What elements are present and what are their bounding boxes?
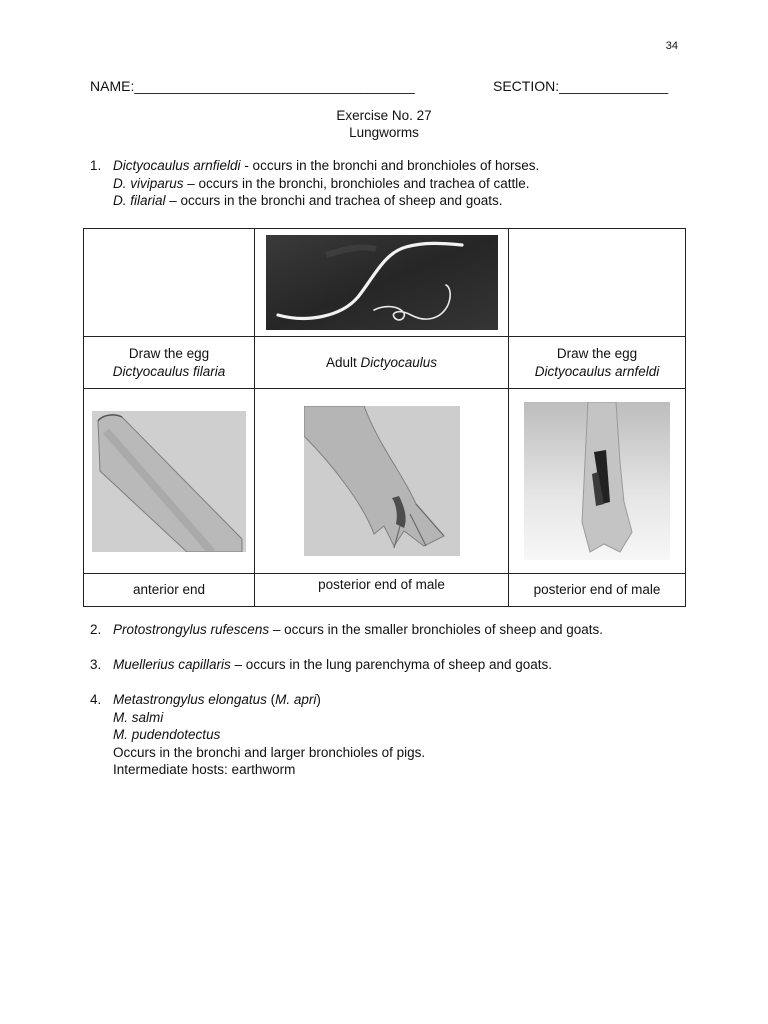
label-egg-arnfeldi [509,337,686,389]
egg-drawing-box-arnfeldi[interactable] [509,229,686,337]
item-2 [90,621,603,639]
exercise-number: Exercise No. 27 [336,108,432,123]
egg-drawing-box-filaria[interactable] [84,229,255,337]
paren-close: ) [316,692,321,707]
posterior-end-male-photo-1 [304,406,460,556]
item-4 [90,691,425,779]
anterior-end-photo [92,411,246,552]
species-name: Metastrongylus elongatus [113,692,267,707]
species-description: – occurs in the bronchi and trachea of sheep and goats. [165,193,503,208]
label-egg-filaria [84,337,255,389]
species-name: Dictyocaulus filaria [112,363,226,379]
species-name: Dictyocaulus arnfieldi [113,158,241,173]
adult-dictyocaulus-photo [266,235,498,330]
habitat-description: Occurs in the bronchi and larger bronchioles of pigs. [113,744,426,760]
species-name: Muellerius capillaris [113,657,231,672]
species-name: M. salmi [113,709,164,725]
species-description: – occurs in the lung parenchyma of sheep and goats. [230,657,553,672]
item-1-number: 1. [90,158,102,173]
adult-label: Adult [325,354,361,370]
label-adult-dictyocaulus [255,337,509,389]
species-name: Protostrongylus rufescens [113,622,270,637]
genus-name: Dictyocaulus [360,354,438,370]
name-field-label: NAME:____________________________________ [90,78,415,94]
item-3 [90,656,552,674]
item-2-number: 2. [90,622,102,637]
page-number: 34 [665,40,678,52]
adult-worm-photo-cell [255,229,509,337]
posterior-male-photo-cell-1 [255,389,509,574]
posterior-end-male-photo-2 [524,402,670,560]
species-description: – occurs in the smaller bronchioles of sheep and goats. [269,622,604,637]
label-anterior-end: anterior end [84,574,255,607]
item-1 [90,157,539,210]
draw-the-egg-label: Draw the egg [556,346,638,361]
species-name: D. filarial [113,193,166,208]
section-field-label: SECTION:______________ [493,78,669,94]
species-description: - occurs in the bronchi and bronchioles of horses. [240,158,540,173]
anterior-end-photo-cell [84,389,255,574]
species-description: – occurs in the bronchi, bronchioles and trachea of cattle. [183,175,530,191]
item-3-number: 3. [90,657,102,672]
posterior-male-photo-cell-2 [509,389,686,574]
exercise-topic: Lungworms [349,125,419,140]
species-name: D. viviparus [113,175,184,191]
species-name: M. pudendotectus [113,727,221,742]
intermediate-hosts: Intermediate hosts: earthworm [113,762,296,777]
label-posterior-male-2: posterior end of male [509,574,686,607]
synonym-name: M. apri [275,692,317,707]
label-posterior-male-1: posterior end of male [255,574,509,607]
exercise-title [0,107,768,141]
draw-the-egg-label: Draw the egg [128,346,210,361]
paren-open: ( [266,692,276,707]
specimen-table [83,228,686,607]
item-4-number: 4. [90,692,102,707]
species-name: Dictyocaulus arnfeldi [534,363,660,379]
